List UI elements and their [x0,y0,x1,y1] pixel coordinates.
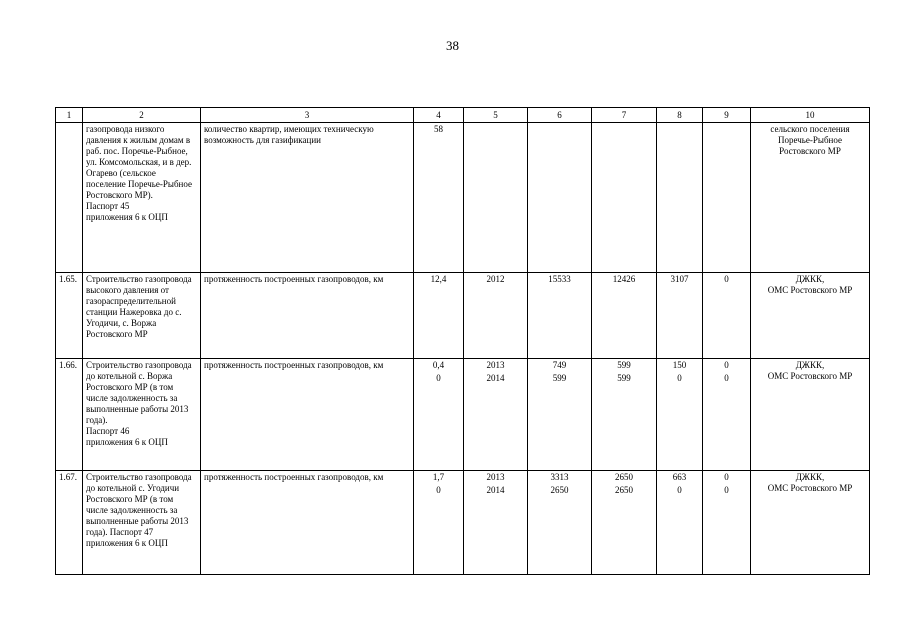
value: 0 [677,485,682,495]
value: 2650 [615,472,633,482]
header-cell: 9 [703,108,751,123]
program-table [55,107,870,575]
indicator: количество квартир, имеющих техническую возможность для газификации [201,123,414,273]
value: 15533 [548,274,571,284]
value: 2650 [550,485,569,495]
row-number [56,123,83,273]
value: 0 [724,485,729,495]
measure-name: Строительство газопровода до котельной с. Воржа Ростовского МР (в том числе задолженность за выполненные работы 2013 года). Паспорт 46 приложения 6 к ОЦП [83,359,201,471]
executor: ДЖКК, ОМС Ростовского МР [751,273,870,359]
indicator: протяженность построенных газопроводов, км [201,471,414,575]
col7-values [592,359,657,471]
value: 599 [617,373,631,383]
executor: ДЖКК, ОМС Ростовского МР [751,471,870,575]
header-cell: 8 [657,108,703,123]
row-number: 1.65. [56,273,83,359]
executor: сельского поселения Поречье-Рыбное Ростовского МР [751,123,870,273]
value: 0 [677,373,682,383]
executor: ДЖКК, ОМС Ростовского МР [751,359,870,471]
header-cell: 6 [528,108,592,123]
header-cell: 4 [414,108,464,123]
col6-values [528,273,592,359]
col7-values [592,273,657,359]
value: 2012 [486,274,505,284]
value: 0 [436,373,441,383]
header-cell: 7 [592,108,657,123]
value: 2013 [486,472,505,482]
col8-values [657,359,703,471]
value: 0 [724,360,729,370]
value: 749 [552,360,567,370]
header-cell: 10 [751,108,870,123]
col9-values [703,471,751,575]
table-row [56,471,870,575]
indicator: протяженность построенных газопроводов, км [201,273,414,359]
value: 2014 [486,373,505,383]
header-row [56,108,870,123]
col7-values [592,471,657,575]
value: 12,4 [430,274,447,284]
value: 2650 [615,485,633,495]
value: 0 [724,274,729,284]
value: 663 [672,472,687,482]
table-row [56,123,870,273]
col6-values [528,359,592,471]
value: 3107 [670,274,689,284]
col9-values [703,123,751,273]
col9-values [703,273,751,359]
col4-values [414,273,464,359]
header-cell: 1 [56,108,83,123]
col4-values [414,471,464,575]
value: 0 [724,472,729,482]
indicator: протяженность построенных газопроводов, км [201,359,414,471]
col5-values [464,123,528,273]
row-number: 1.67. [56,471,83,575]
col6-values [528,123,592,273]
value: 0 [724,373,729,383]
col9-values [703,359,751,471]
table-row [56,359,870,471]
row-number: 1.66. [56,359,83,471]
col8-values [657,273,703,359]
measure-name: Строительство газопровода до котельной с. Угодичи Ростовского МР (в том числе задолженность за выполненные работы 2013 года). Паспорт 47 приложения 6 к ОЦП [83,471,201,575]
value: 599 [552,373,567,383]
value: 150 [672,360,687,370]
col4-values [414,359,464,471]
value: 12426 [612,274,636,284]
value: 599 [617,360,631,370]
value: 2014 [486,485,505,495]
measure-name: газопровода низкого давления к жилым домам в раб. пос. Поречье-Рыбное, ул. Комсомольская, и в дер. Огарево (сельское поселение Поречье-Рыбное Ростовского МР). Паспорт 45 приложения 6 к ОЦП [83,123,201,273]
col8-values [657,471,703,575]
col5-values [464,273,528,359]
value: 58 [434,124,443,134]
table-row [56,273,870,359]
value: 0,4 [432,360,445,370]
value: 0 [436,485,441,495]
col4-values [414,123,464,273]
header-cell: 3 [201,108,414,123]
value: 1,7 [432,472,445,482]
header-cell: 2 [83,108,201,123]
measure-name: Строительство газопровода высокого давления от газораспределительной станции Нажеровка до с. Угодичи, с. Воржа Ростовского МР [83,273,201,359]
value: 2013 [486,360,505,370]
col5-values [464,471,528,575]
col6-values [528,471,592,575]
value: 3313 [550,472,569,482]
col5-values [464,359,528,471]
page-number: 38 [446,38,459,53]
col8-values [657,123,703,273]
col7-values [592,123,657,273]
header-cell: 5 [464,108,528,123]
